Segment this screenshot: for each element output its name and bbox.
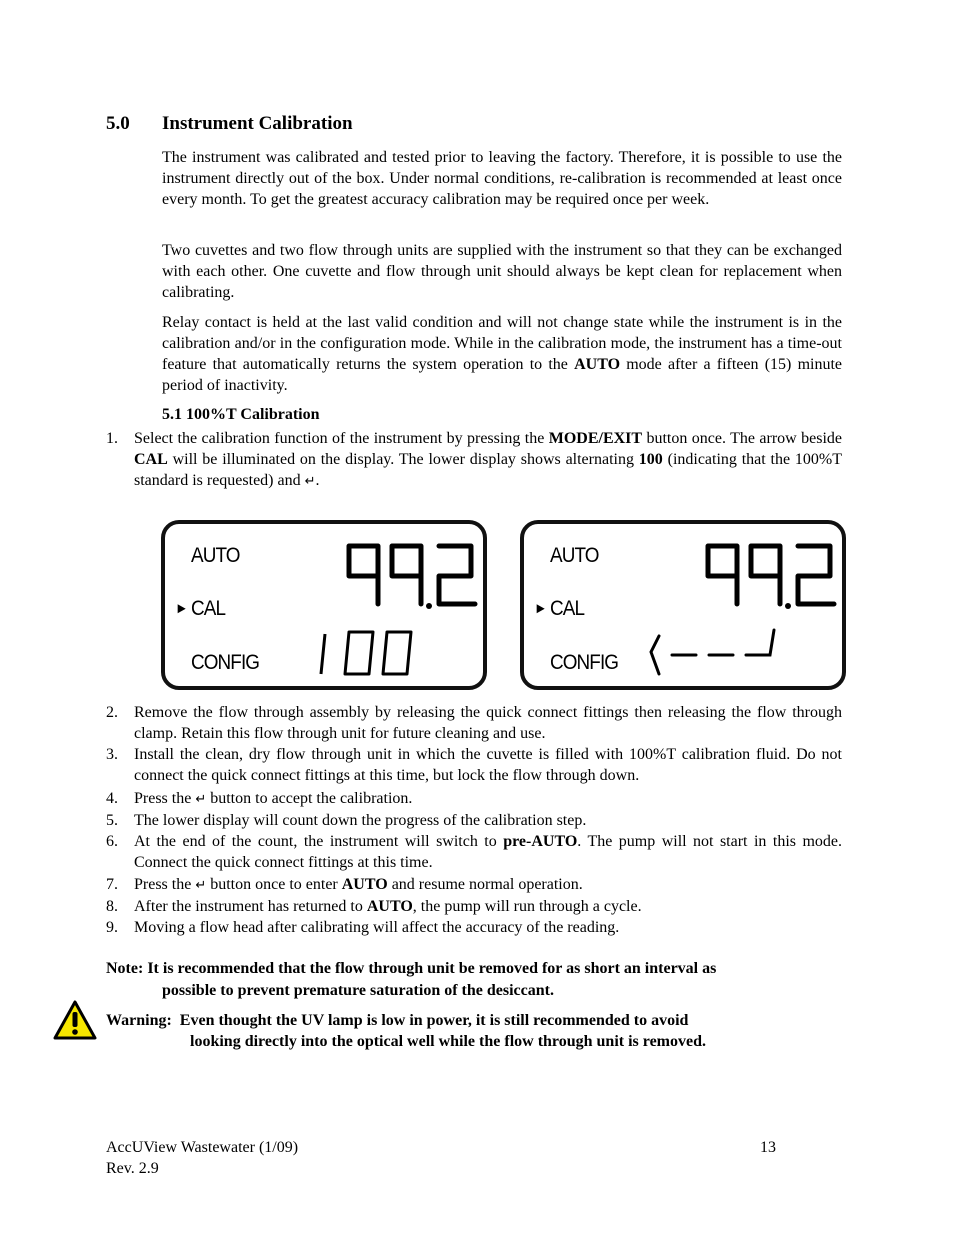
paragraph-3: Relay contact is held at the last valid condition and will not change state while the instrument is in the calibration and/or in the configuration mode. While in the calibration mode, the instrument has a time-out feature that automatically returns the system operation to the AUTO mode after a fifteen (15) minute period of inactivity. bbox=[162, 314, 843, 394]
footer-doc bbox=[106, 1137, 298, 1179]
paragraph-cuvettes bbox=[162, 240, 842, 303]
list-item: 9. Moving a flow head after calibrating will affect the accuracy of the reading. bbox=[106, 919, 620, 936]
list-item: 7. Press the ↵ button once to enter AUTO and resume normal operation. bbox=[106, 876, 583, 893]
lcd-digits-svg bbox=[524, 524, 842, 686]
lcd-digits-svg bbox=[165, 524, 483, 686]
lcd-label-config: CONFIG bbox=[550, 651, 619, 674]
lcd-display-enter bbox=[520, 520, 846, 690]
footer-doc-title: AccUView Wastewater (1/09) bbox=[106, 1139, 299, 1156]
upper-digits-99-2 bbox=[349, 546, 475, 604]
list-item: 4. Press the ↵ button to accept the calibration. bbox=[106, 790, 413, 807]
lcd-label-cal: CAL bbox=[191, 597, 226, 620]
subsection-heading: 5.1 100%T Calibration bbox=[162, 406, 320, 423]
enter-icon: ↵ bbox=[304, 474, 316, 489]
paragraph-relay bbox=[162, 312, 842, 396]
lcd-label-auto: AUTO bbox=[550, 544, 599, 567]
lcd-label-auto: AUTO bbox=[191, 544, 240, 567]
cal-arrow-icon: ► bbox=[175, 600, 188, 617]
list-item: 5. The lower display will count down the progress of the calibration step. bbox=[106, 812, 587, 829]
upper-decimal-point bbox=[426, 603, 432, 609]
lcd-label-cal: CAL bbox=[550, 597, 585, 620]
list-item: 2. Remove the flow through assembly by releasing the quick connect fittings then releasing the flow through clamp. Retain this flow through unit for future cleaning and use. bbox=[106, 704, 842, 742]
list-item: 6. At the end of the count, the instrument will switch to pre-AUTO. The pump will not start in this mode. Connect the quick connect fittings at this time. bbox=[106, 833, 842, 871]
warning-triangle-icon bbox=[52, 999, 98, 1041]
steps-2-9 bbox=[106, 702, 842, 938]
lcd-display-100 bbox=[161, 520, 487, 690]
lower-digits-100 bbox=[321, 632, 411, 674]
upper-decimal-point bbox=[785, 603, 791, 609]
page-number: 13 bbox=[760, 1139, 776, 1156]
warning-label: Warning: bbox=[106, 1012, 172, 1029]
list-item: 8. After the instrument has returned to AUTO, the pump will run through a cycle. bbox=[106, 898, 642, 915]
enter-icon: ↵ bbox=[195, 878, 207, 893]
note-label: Note: bbox=[106, 960, 144, 977]
upper-digits-99-2 bbox=[708, 546, 834, 604]
paragraph-1: The instrument was calibrated and tested prior to leaving the factory. Therefore, it is possible to use the instrument directly out of the box. Under normal conditions, re-calibration is recommended at least once every month. To get the greatest accuracy calibration may be required once per week. bbox=[162, 149, 842, 208]
section-title: Instrument Calibration bbox=[162, 113, 353, 134]
section-number: 5.0 bbox=[106, 113, 130, 134]
lower-enter-segments-icon bbox=[651, 630, 774, 674]
step-1 bbox=[106, 428, 842, 492]
footer-revision: Rev. 2.9 bbox=[106, 1160, 159, 1177]
paragraph-intro bbox=[162, 147, 842, 210]
note-block: Note: It is recommended that the flow through unit be removed for as short an interval as possible to prevent premature saturation of the desiccant. bbox=[106, 960, 717, 999]
lcd-label-config: CONFIG bbox=[191, 651, 260, 674]
list-item: 3. Install the clean, dry flow through unit in which the cuvette is filled with 100%T calibration fluid. Do not connect the quick connect fittings at this time, but lock the flow through down. bbox=[106, 746, 842, 784]
cal-arrow-icon: ► bbox=[534, 600, 547, 617]
section-heading bbox=[106, 113, 353, 135]
list-item: 1. Select the calibration function of the instrument by pressing the MODE/EXIT button once. The arrow beside CAL will be illuminated on the display. The lower display shows alternating 100 (indicating that the 100%T standard is requested) and ↵. bbox=[106, 430, 843, 489]
paragraph-2: Two cuvettes and two flow through units are supplied with the instrument so that they can be exchanged with each other. One cuvette and flow through unit should always be kept clean for replacement when calibrating. bbox=[162, 242, 842, 301]
enter-icon: ↵ bbox=[195, 792, 207, 807]
warning-block: Warning: Even thought the UV lamp is low in power, it is still recommended to avoid looking directly into the optical well while the flow through unit is removed. bbox=[106, 1012, 707, 1050]
